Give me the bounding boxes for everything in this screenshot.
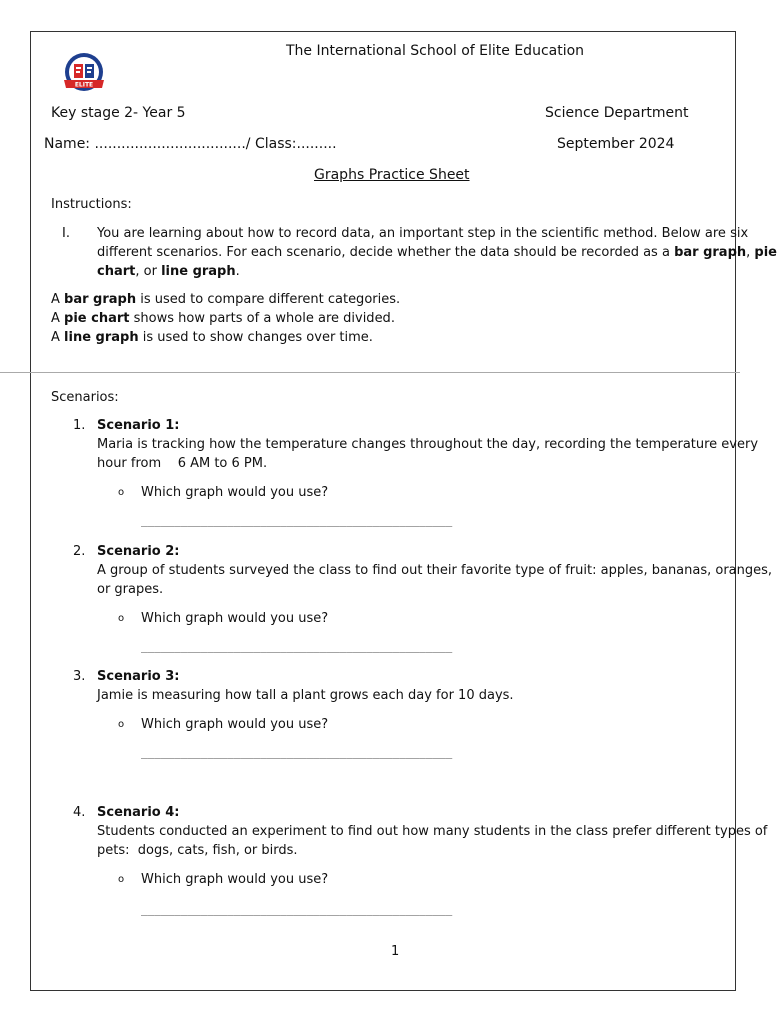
bullet-icon: o — [118, 874, 125, 885]
scenario-text-line-2: pets: dogs, cats, fish, or birds. — [97, 843, 298, 858]
scenario-number: 4. — [73, 805, 86, 820]
scenario-text-line-1: Maria is tracking how the temperature changes throughout the day, recording the temperature every — [97, 437, 759, 452]
answer-line[interactable]: _______________________________________________ — [141, 903, 453, 916]
bullet-icon: o — [118, 719, 125, 730]
scenario-text-line-2: hour from 6 AM to 6 PM. — [97, 456, 268, 471]
instruction-numeral: I. — [62, 226, 70, 241]
key-stage: Key stage 2- Year 5 — [51, 105, 186, 121]
instruction-line-1: You are learning about how to record data, an important step in the scientific method. Below are six — [97, 226, 749, 241]
instruction-line-3: chart, or line graph. — [97, 264, 240, 279]
bullet-icon: o — [118, 487, 125, 498]
scenario-number: 2. — [73, 544, 86, 559]
name-class-field[interactable]: Name: ................................../ Class:......... — [44, 136, 337, 152]
page-number: 1 — [391, 944, 400, 959]
scenario-number: 1. — [73, 418, 86, 433]
answer-line[interactable]: _______________________________________________ — [141, 514, 453, 527]
scenarios-heading: Scenarios: — [51, 390, 119, 405]
school-name: The International School of Elite Education — [286, 43, 585, 59]
definition-pie-chart: A pie chart shows how parts of a whole are divided. — [51, 311, 395, 326]
date: September 2024 — [557, 136, 675, 152]
scenario-question: Which graph would you use? — [141, 872, 329, 887]
scenario-title: Scenario 3: — [97, 669, 180, 684]
definition-line-graph: A line graph is used to show changes over time. — [51, 330, 373, 345]
scenario-title: Scenario 2: — [97, 544, 180, 559]
answer-line[interactable]: _______________________________________________ — [141, 640, 453, 653]
department: Science Department — [545, 105, 689, 121]
scenario-question: Which graph would you use? — [141, 717, 329, 732]
scenario-question: Which graph would you use? — [141, 485, 329, 500]
answer-line[interactable]: _______________________________________________ — [141, 746, 453, 759]
scenario-question: Which graph would you use? — [141, 611, 329, 626]
scenario-text-line-1: A group of students surveyed the class to find out their favorite type of fruit: apples, bananas, oranges, — [97, 563, 773, 578]
section-divider — [0, 372, 740, 373]
scenario-text-line-1: Jamie is measuring how tall a plant grows each day for 10 days. — [97, 688, 514, 703]
instructions-heading: Instructions: — [51, 197, 132, 212]
scenario-title: Scenario 1: — [97, 418, 180, 433]
bullet-icon: o — [118, 613, 125, 624]
definition-bar-graph: A bar graph is used to compare different categories. — [51, 292, 401, 307]
school-logo — [62, 50, 106, 94]
scenario-number: 3. — [73, 669, 86, 684]
svg-text:ELITE: ELITE — [74, 81, 94, 89]
instruction-line-2: different scenarios. For each scenario, decide whether the data should be recorded as a bar graph, pie — [97, 245, 777, 260]
scenario-title: Scenario 4: — [97, 805, 180, 820]
scenario-text-line-2: or grapes. — [97, 582, 164, 597]
sheet-title: Graphs Practice Sheet — [314, 167, 470, 183]
scenario-text-line-1: Students conducted an experiment to find out how many students in the class prefer different types of — [97, 824, 768, 839]
